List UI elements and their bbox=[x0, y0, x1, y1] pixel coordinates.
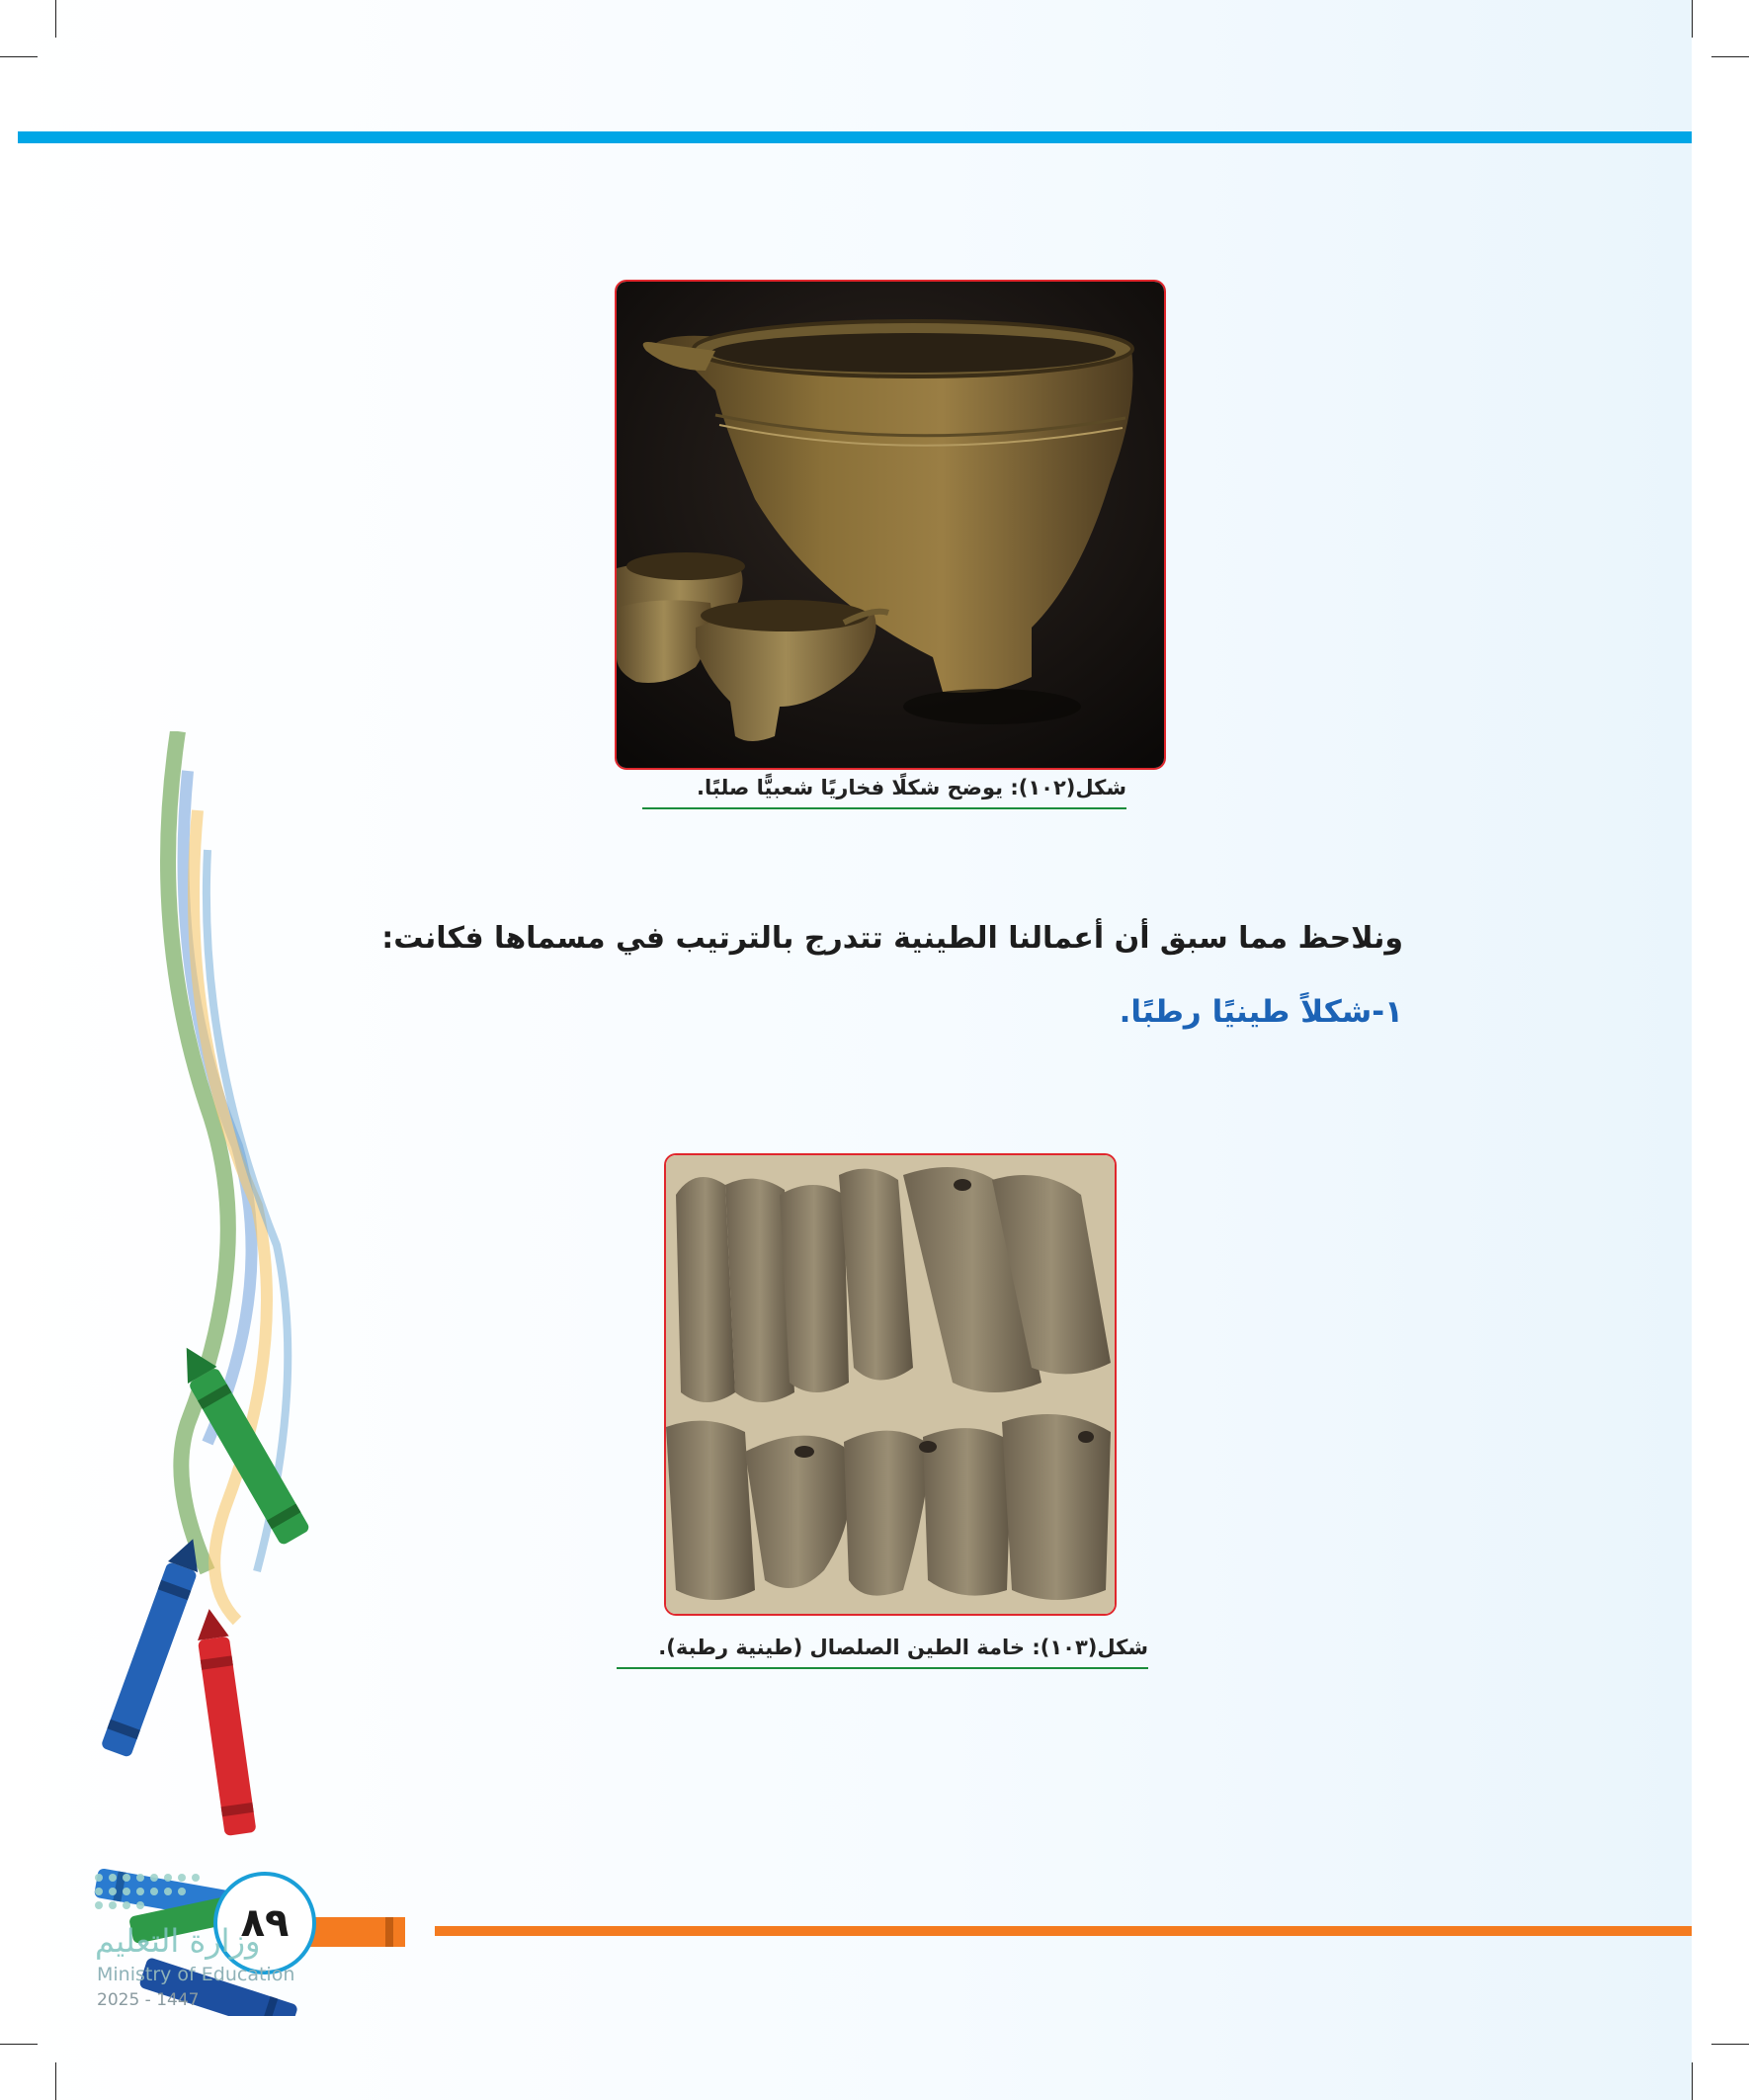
crop-mark bbox=[1692, 2062, 1693, 2100]
ministry-name-english: Ministry of Education bbox=[97, 1964, 295, 1985]
figure-103-caption: شكل(١٠٣): خامة الطين الصلصال (طينية رطبة). bbox=[617, 1636, 1148, 1669]
crop-mark bbox=[1692, 0, 1693, 38]
crop-mark bbox=[1711, 56, 1749, 57]
decorative-crayons bbox=[89, 731, 405, 2016]
crop-mark bbox=[55, 0, 56, 38]
clay-rolls-illustration bbox=[666, 1155, 1115, 1614]
crop-mark bbox=[0, 56, 38, 57]
crop-mark bbox=[55, 2062, 56, 2100]
pottery-bowl-illustration bbox=[617, 282, 1164, 768]
page-number: ٨٩ bbox=[213, 1872, 316, 1974]
list-item-1: ١-شكلاً طينيًا رطبًا. bbox=[1119, 994, 1403, 1030]
crop-mark bbox=[1711, 2044, 1749, 2045]
figure-103-image bbox=[664, 1153, 1117, 1616]
lead-paragraph: ونلاحظ مما سبق أن أعمالنا الطينية تتدرج بالترتيب في مسماها فكانت: bbox=[381, 921, 1403, 956]
figure-102-caption: شكل(١٠٢): يوضح شكلًا فخاريًا شعبيًّا صلبًا. bbox=[642, 776, 1126, 809]
figure-102-image bbox=[615, 280, 1166, 770]
footer-bar bbox=[435, 1926, 1692, 1936]
ministry-name-arabic: وزارة التعليم bbox=[95, 1922, 261, 1960]
edition-year: 2025 - 1447 bbox=[97, 1990, 200, 2010]
crop-mark bbox=[0, 2044, 38, 2045]
page-margin bbox=[1692, 0, 1749, 2100]
header-bar bbox=[18, 131, 1692, 143]
